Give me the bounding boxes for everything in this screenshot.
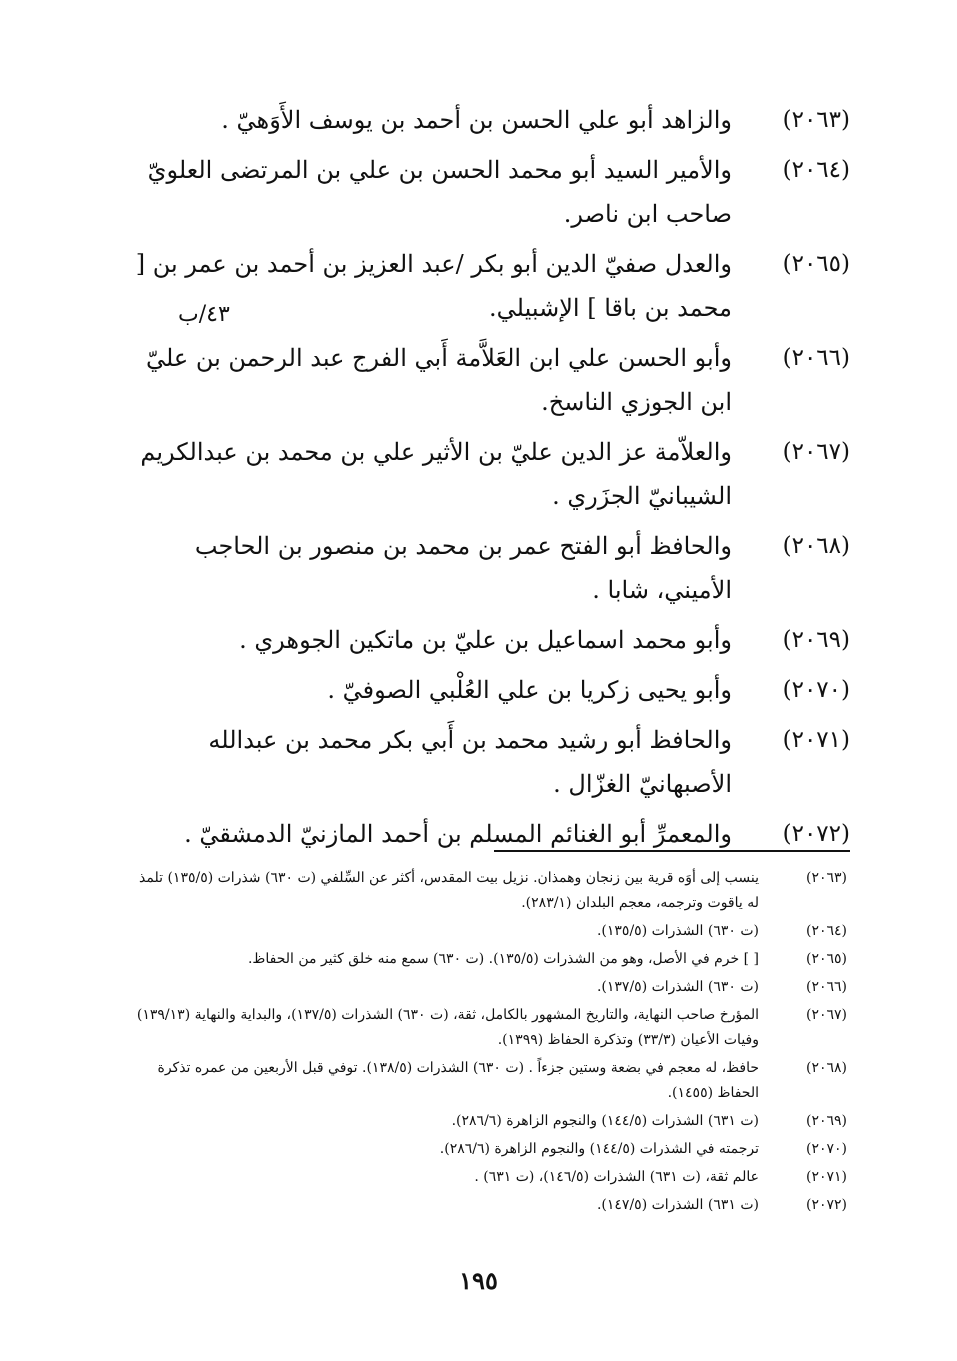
entry-number: (٢٠٦٥) [782, 251, 850, 277]
entry-number: (٢٠٧٢) [782, 821, 850, 847]
entry-number: (٢٠٦٦) [782, 345, 850, 371]
footnote-number: (٢٠٧٢) [805, 1197, 847, 1213]
footnote-text: عالم ثقة، (ت ٦٣١) الشذرات (١٤٦/٥)، (ت ٦٣١) . [474, 1169, 759, 1185]
footnote-2067 [135, 1003, 847, 1053]
entry-2066 [130, 336, 850, 424]
entry-text: والعدل صفيّ الدين أبو بكر /عبد العزيز بن أحمد بن عمر بن [ محمد بن باقا ] الإشبيلي. [135, 250, 732, 322]
entry-2070 [130, 668, 850, 712]
page-number: ١٩٥ [459, 1266, 498, 1295]
footnote-number: (٢٠٦٤) [805, 923, 847, 939]
entry-2069 [130, 618, 850, 662]
footnote-number: (٢٠٦٨) [805, 1060, 847, 1076]
footnote-number: (٢٠٧١) [805, 1169, 847, 1185]
entry-text: والأمير السيد أبو محمد الحسن بن علي بن المرتضى العلويّ صاحب ابن ناصر. [147, 156, 732, 228]
footnote-number: (٢٠٦٥) [805, 951, 847, 967]
footnote-2070 [135, 1137, 847, 1162]
footnote-2066 [135, 975, 847, 1000]
entry-2068 [130, 524, 850, 612]
footnote-2069 [135, 1109, 847, 1134]
footnote-number: (٢٠٦٣) [805, 870, 847, 886]
entry-number: (٢٠٦٩) [782, 627, 850, 653]
footnote-divider [494, 850, 850, 852]
entry-number: (٢٠٦٧) [782, 439, 850, 465]
entry-2064 [130, 148, 850, 236]
entry-number: (٢٠٦٣) [782, 107, 850, 133]
entry-text: وأبو محمد اسماعيل بن عليّ بن ماتكين الجوهري . [239, 626, 732, 654]
entry-text: والحافظ أبو الفتح عمر بن محمد بن منصور بن الحاجب الأميني، شابا . [194, 532, 732, 604]
footnote-2072 [135, 1193, 847, 1218]
entry-text: والمعمرِّ أبو الغنائم المسلم بن أحمد المازنيّ الدمشقيّ . [184, 820, 732, 848]
biography-entries [130, 98, 850, 862]
footnote-text: (ت ٦٣٠) الشذرات (١٣٥/٥). [596, 923, 759, 939]
entry-2071 [130, 718, 850, 806]
footnote-text: المؤرخ صاحب النهاية، والتاريخ المشهور بالكامل، ثقة، (ت ٦٣٠) الشذرات (١٣٧/٥)، والبداية والنهاية (١٣٩/١٣) وفيات الأعيان (٣٣/٣) وتذكرة الحفاظ (١٣٩٩). [136, 1007, 759, 1048]
footnote-2063 [135, 866, 847, 916]
footnote-2068 [135, 1056, 847, 1106]
footnote-number: (٢٠٧٠) [805, 1141, 847, 1157]
entry-2067 [130, 430, 850, 518]
footnote-number: (٢٠٦٦) [805, 979, 847, 995]
footnote-number: (٢٠٦٧) [805, 1007, 847, 1023]
footnote-number: (٢٠٦٩) [805, 1113, 847, 1129]
entry-number: (٢٠٦٤) [782, 157, 850, 183]
entry-2063 [130, 98, 850, 142]
footnote-text: حافظ، له معجم في بضعة وستين جزءاً . (ت ٦٣٠) الشذرات (١٣٨/٥). توفي قبل الأربعين من عمره تذكرة الحفاظ (١٤٥٥). [157, 1060, 759, 1101]
footnote-text: ينسب إلى أوَه قرية بين زنجان وهمذان. نزيل بيت المقدس، أكثر عن السِّلفي (ت ٦٣٠) شذرات (١٣٥/٥) تلمذ له ياقوت وترجمه، معجم البلدان (٢٨٣/١). [139, 870, 759, 911]
footnote-text: [ ] خرم في الأصل، وهو من الشذرات (١٣٥/٥). (ت ٦٣٠) سمع منه خلق كثير من الحفاظ. [247, 951, 759, 967]
entry-2065 [130, 242, 850, 330]
entry-text: وأبو يحيى زكريا بن علي العُلْبي الصوفيّ . [327, 676, 732, 704]
footnotes [135, 866, 847, 1221]
entry-text: والحافظ أبو رشيد محمد بن أَبي بكر محمد بن عبدالله الأصبهانيّ الغزّال . [208, 726, 732, 798]
entry-number: (٢٠٦٨) [782, 533, 850, 559]
footnote-text: (ت ٦٣١) الشذرات (١٤٤/٥) والنجوم الزاهرة (٢٨٦/٦). [451, 1113, 759, 1129]
footnote-2064 [135, 919, 847, 944]
manuscript-folio-marker: ٤٣/ب [178, 302, 230, 327]
entry-text: والزاهد أبو علي الحسن بن أحمد بن يوسف الأَوَهيّ . [221, 106, 732, 134]
footnote-text: (ت ٦٣٠) الشذرات (١٣٧/٥). [596, 979, 759, 995]
entry-text: والعلاّمة عز الدين عليّ بن الأثير علي بن محمد بن عبدالكريم الشيبانيّ الجزَري . [140, 438, 732, 510]
entry-number: (٢٠٧٠) [782, 677, 850, 703]
entry-number: (٢٠٧١) [782, 727, 850, 753]
footnote-text: ترجمته في الشذرات (١٤٤/٥) والنجوم الزاهرة (٢٨٦/٦). [439, 1141, 759, 1157]
entry-text: وأبو الحسن علي ابن العَلاَّمة أَبي الفرج عبد الرحمن بن عليّ ابن الجوزي الناسخ. [145, 344, 732, 416]
footnote-text: (ت ٦٣١) الشذرات (١٤٧/٥). [596, 1197, 759, 1213]
footnote-2071 [135, 1165, 847, 1190]
footnote-2065 [135, 947, 847, 972]
